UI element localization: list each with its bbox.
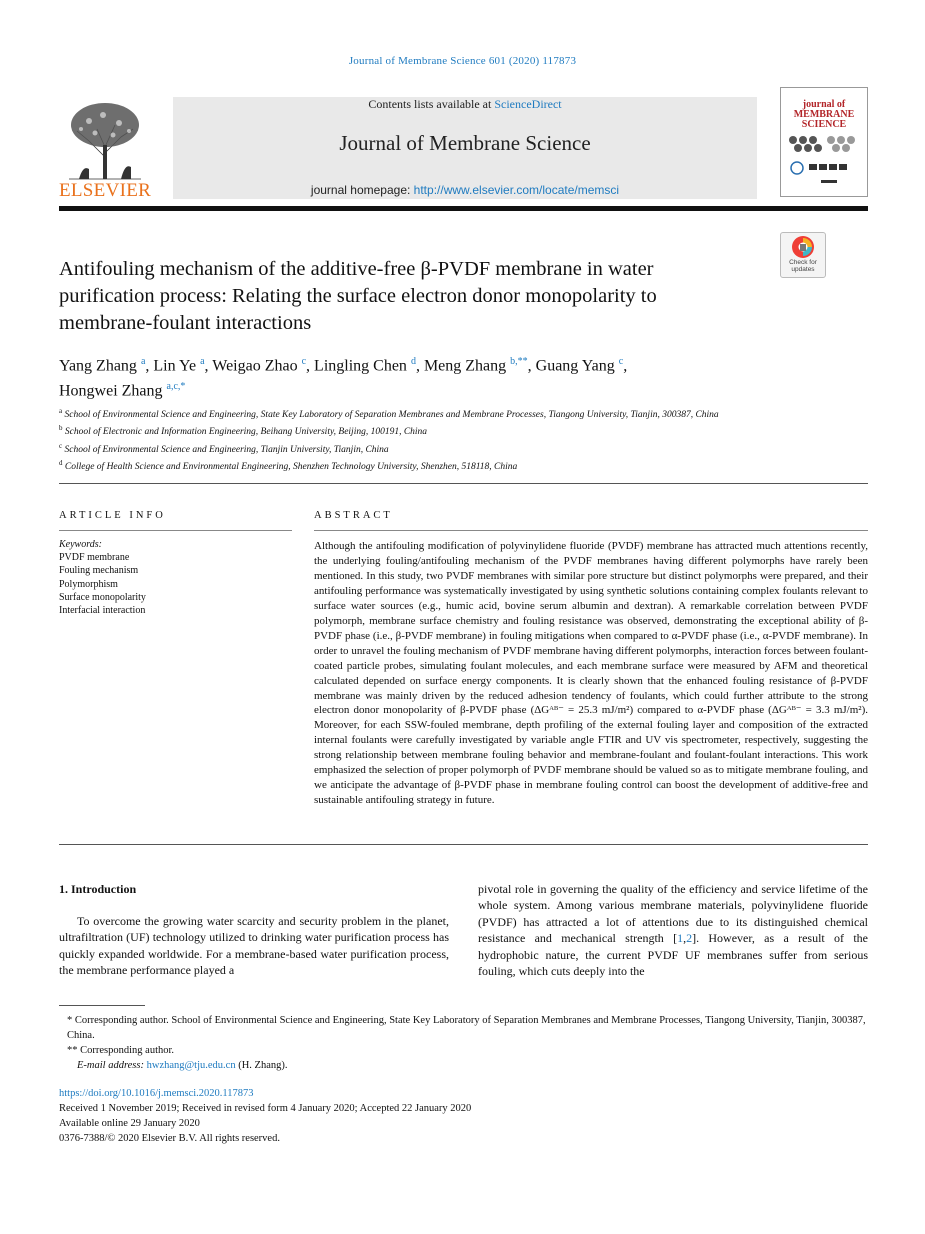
publication-info [59, 1086, 868, 1146]
email-link[interactable]: hwzhang@tju.edu.cn [146, 1060, 236, 1071]
section-divider [59, 483, 868, 484]
author-name: Lin Ye [153, 357, 197, 375]
author-affiliation-marker[interactable]: d [410, 356, 416, 367]
affiliation-marker: a [59, 407, 63, 415]
keywords-label: Keywords: [59, 539, 102, 550]
affiliations [59, 405, 759, 474]
body-text: ]. However, as a result of the hydrophobic nature, the current PVDF UF membranes suffer from serious fouling, which cuts deeply into the [478, 931, 868, 979]
keyword: Interfacial interaction [59, 605, 146, 617]
author-name: Hongwei Zhang [59, 382, 163, 400]
author-name: Lingling Chen [314, 357, 407, 375]
journal-title: Journal of Membrane Science [339, 131, 591, 155]
introduction-column-right [478, 881, 868, 979]
author-separator: , [415, 357, 424, 375]
contents-line [173, 97, 757, 112]
article-title-line: purification process: Relating the surface electron donor monopolarity to [59, 285, 657, 307]
abstract-text: Although the antifouling modification of polyvinylidene fluoride (PVDF) membrane has attracted much attentions recently, the underlying fouling/antifouling mechanism of the PVDF membranes having different polymorphs have rarely been mentioned. In this study, two PVDF membranes with similar pore structure but distinct polymorphs were prepared, and their antifouling performance was systematically investigated by using synthetic solutions containing complex foulants relevant to surface water sources (e.g., humic acid, bovine serum albumin and dextran). A remarkable correlation between PVDF polymorph, membrane surface chemistry and fouling resistance was observed, demonstrating the exceptional ability of β-PVDF phase (i.e., β-PVDF membrane) in fouling mitigations when compared to α-PVDF phase (i.e., α-PVDF membrane). In order to unravel the fouling mechanism of PVDF membrane having different polymorphs, interaction forces between foulant-coated particle probes, simulating foulant molecules, and each membrane surface were measured by AFM and theoretical calculated depended on surface energy components. It is clearly shown that the enhanced fouling resistance of β-PVDF membrane was mainly driven by the reduced adhesion tendency of foulants, which could further attribute to the strong electron donor monopolarity of β-PVDF phase (ΔGᴬᴮ⁻ = 25.3 mJ/m²) compared to α-PVDF phase (ΔGᴬᴮ⁻ = 3.3 mJ/m²). Moreover, for each SSW-fouled membrane, depth profiling of the external fouling layer and composition of the extracted internal foulants were carefully investigated by variable angle FTIR and UV vis spectrometer, respectively, suggesting the strong relationship between membrane fouling behavior and membrane-foulant and foulant-foulant interactions. This work emphasized the selection of proper polymorph of PVDF membrane should be valued so as to mitigate membrane fouling, and we anticipate the advantage of β-PVDF phase in membrane fouling control can boost the development of additive-free and sustainable antifouling strategy in future. [314, 540, 868, 807]
keywords-list [59, 538, 292, 617]
footnote-corresponding: * Corresponding author. School of Environmental Science and Engineering, State Key Laboratory of Separation Membranes and Membrane Processes, Tiangong University, Tianjin, 300387, China. [67, 1015, 866, 1041]
author-separator: , [306, 357, 315, 375]
author-name: Guang Yang [535, 357, 615, 375]
journal-cover-thumbnail[interactable] [780, 87, 868, 197]
keyword: Polymorphism [59, 578, 118, 590]
author-name: Yang Zhang [59, 357, 137, 375]
introduction-column-left: To overcome the growing water scarcity and security problem in the planet, ultrafiltration (UF) technology utilized to drinking water purification process has quickly expanded worldwide. For a membrane-based water purification process, the membrane performance played a [59, 914, 449, 978]
affiliation-marker: c [59, 441, 63, 450]
author-affiliation-marker[interactable]: a,c,* [166, 381, 186, 393]
affiliation [59, 440, 759, 457]
author-separator: , [527, 357, 536, 375]
article-title-line: membrane-foulant interactions [59, 312, 312, 334]
sciencedirect-link[interactable]: ScienceDirect [494, 97, 562, 111]
journal-banner [173, 97, 757, 199]
affiliation [59, 422, 759, 439]
homepage-prefix: journal homepage: [310, 183, 414, 197]
abstract-rule [314, 530, 868, 531]
cover-title: journal of MEMBRANE SCIENCE [793, 99, 855, 130]
keyword: Surface monopolarity [59, 591, 146, 603]
crossmark-icon [781, 234, 825, 260]
contents-prefix: Contents lists available at [368, 97, 495, 111]
reference-link[interactable]: 2 [686, 931, 693, 946]
reference-link[interactable]: 1 [677, 931, 684, 946]
affiliation [59, 457, 759, 474]
homepage-line [173, 183, 757, 197]
check-for-updates-button[interactable] [780, 232, 826, 278]
doi-link[interactable]: https://doi.org/10.1016/j.memsci.2020.117873 [59, 1088, 254, 1099]
author-affiliation-marker[interactable]: b,** [510, 356, 528, 367]
reference-separator: , [683, 931, 687, 946]
footnote-email [59, 1058, 868, 1073]
masthead-rule [59, 206, 868, 211]
article-info-rule [59, 530, 292, 531]
received-dates: Received 1 November 2019; Received in revised form 4 January 2020; Accepted 22 January 2020 [59, 1103, 472, 1114]
author-separator: , [623, 357, 628, 375]
abstract-heading: ABSTRACT [314, 510, 393, 521]
affiliation-text: School of Electronic and Information Engineering, Beihang University, Beijing, 100191, China [64, 427, 428, 438]
copyright: 0376-7388/© 2020 Elsevier B.V. All rights reserved. [59, 1133, 280, 1144]
author-separator: , [145, 357, 154, 375]
author-affiliation-marker[interactable]: c [618, 356, 624, 367]
affiliation-marker: b [59, 424, 63, 433]
footnote-corresponding-2: ** Corresponding author. [67, 1045, 175, 1056]
journal-masthead [59, 87, 868, 199]
keyword: PVDF membrane [59, 552, 130, 564]
email-label: E-mail address: [77, 1060, 147, 1071]
homepage-link[interactable]: http://www.elsevier.com/locate/memsci [413, 183, 620, 197]
author-separator: , [204, 357, 213, 375]
section-divider [59, 844, 868, 845]
introduction-heading: 1. Introduction [59, 882, 137, 896]
crossmark-label: Check for updates [789, 259, 817, 273]
email-suffix: (H. Zhang). [235, 1060, 288, 1071]
affiliation-text: School of Environmental Science and Engineering, Tianjin University, Tianjin, China [64, 444, 389, 455]
author-affiliation-marker[interactable]: a [200, 356, 205, 367]
affiliation [59, 405, 759, 422]
available-online: Available online 29 January 2020 [59, 1118, 200, 1129]
publisher-wordmark: ELSEVIER [59, 180, 152, 201]
author-name: Weigao Zhao [212, 357, 298, 375]
article-title-line: Antifouling mechanism of the additive-free β-PVDF membrane in water [59, 258, 654, 280]
affiliation-text: College of Health Science and Environmental Engineering, Shenzhen Technology University, Shenzhen, 518118, China [64, 462, 518, 473]
journal-citation[interactable]: Journal of Membrane Science 601 (2020) 117873 [348, 55, 577, 67]
footnote-rule [59, 1005, 145, 1006]
affiliation-text: School of Environmental Science and Engineering, State Key Laboratory of Separation Membranes and Membrane Processes, Tiangong University, Tianjin, 300387, China [64, 410, 719, 421]
article-info-heading: ARTICLE INFO [59, 510, 166, 521]
affiliation-marker: d [59, 459, 63, 468]
body-text: pivotal role in governing the quality of the efficiency and service lifetime of the whole system. Among various membrane materials, polyvinylidene fluoride (PVDF) has attracted a lot of attentions due to its distinguished chemical resistance and mechanical strength [ [478, 882, 868, 946]
cover-molecule-icon [781, 130, 867, 190]
footnotes [59, 1013, 868, 1073]
author-list [59, 351, 839, 402]
author-affiliation-marker[interactable]: c [301, 356, 307, 367]
article-title [59, 256, 769, 337]
author-affiliation-marker[interactable]: a [140, 356, 146, 367]
author-name: Meng Zhang [423, 357, 507, 375]
keyword: Fouling mechanism [59, 565, 139, 577]
